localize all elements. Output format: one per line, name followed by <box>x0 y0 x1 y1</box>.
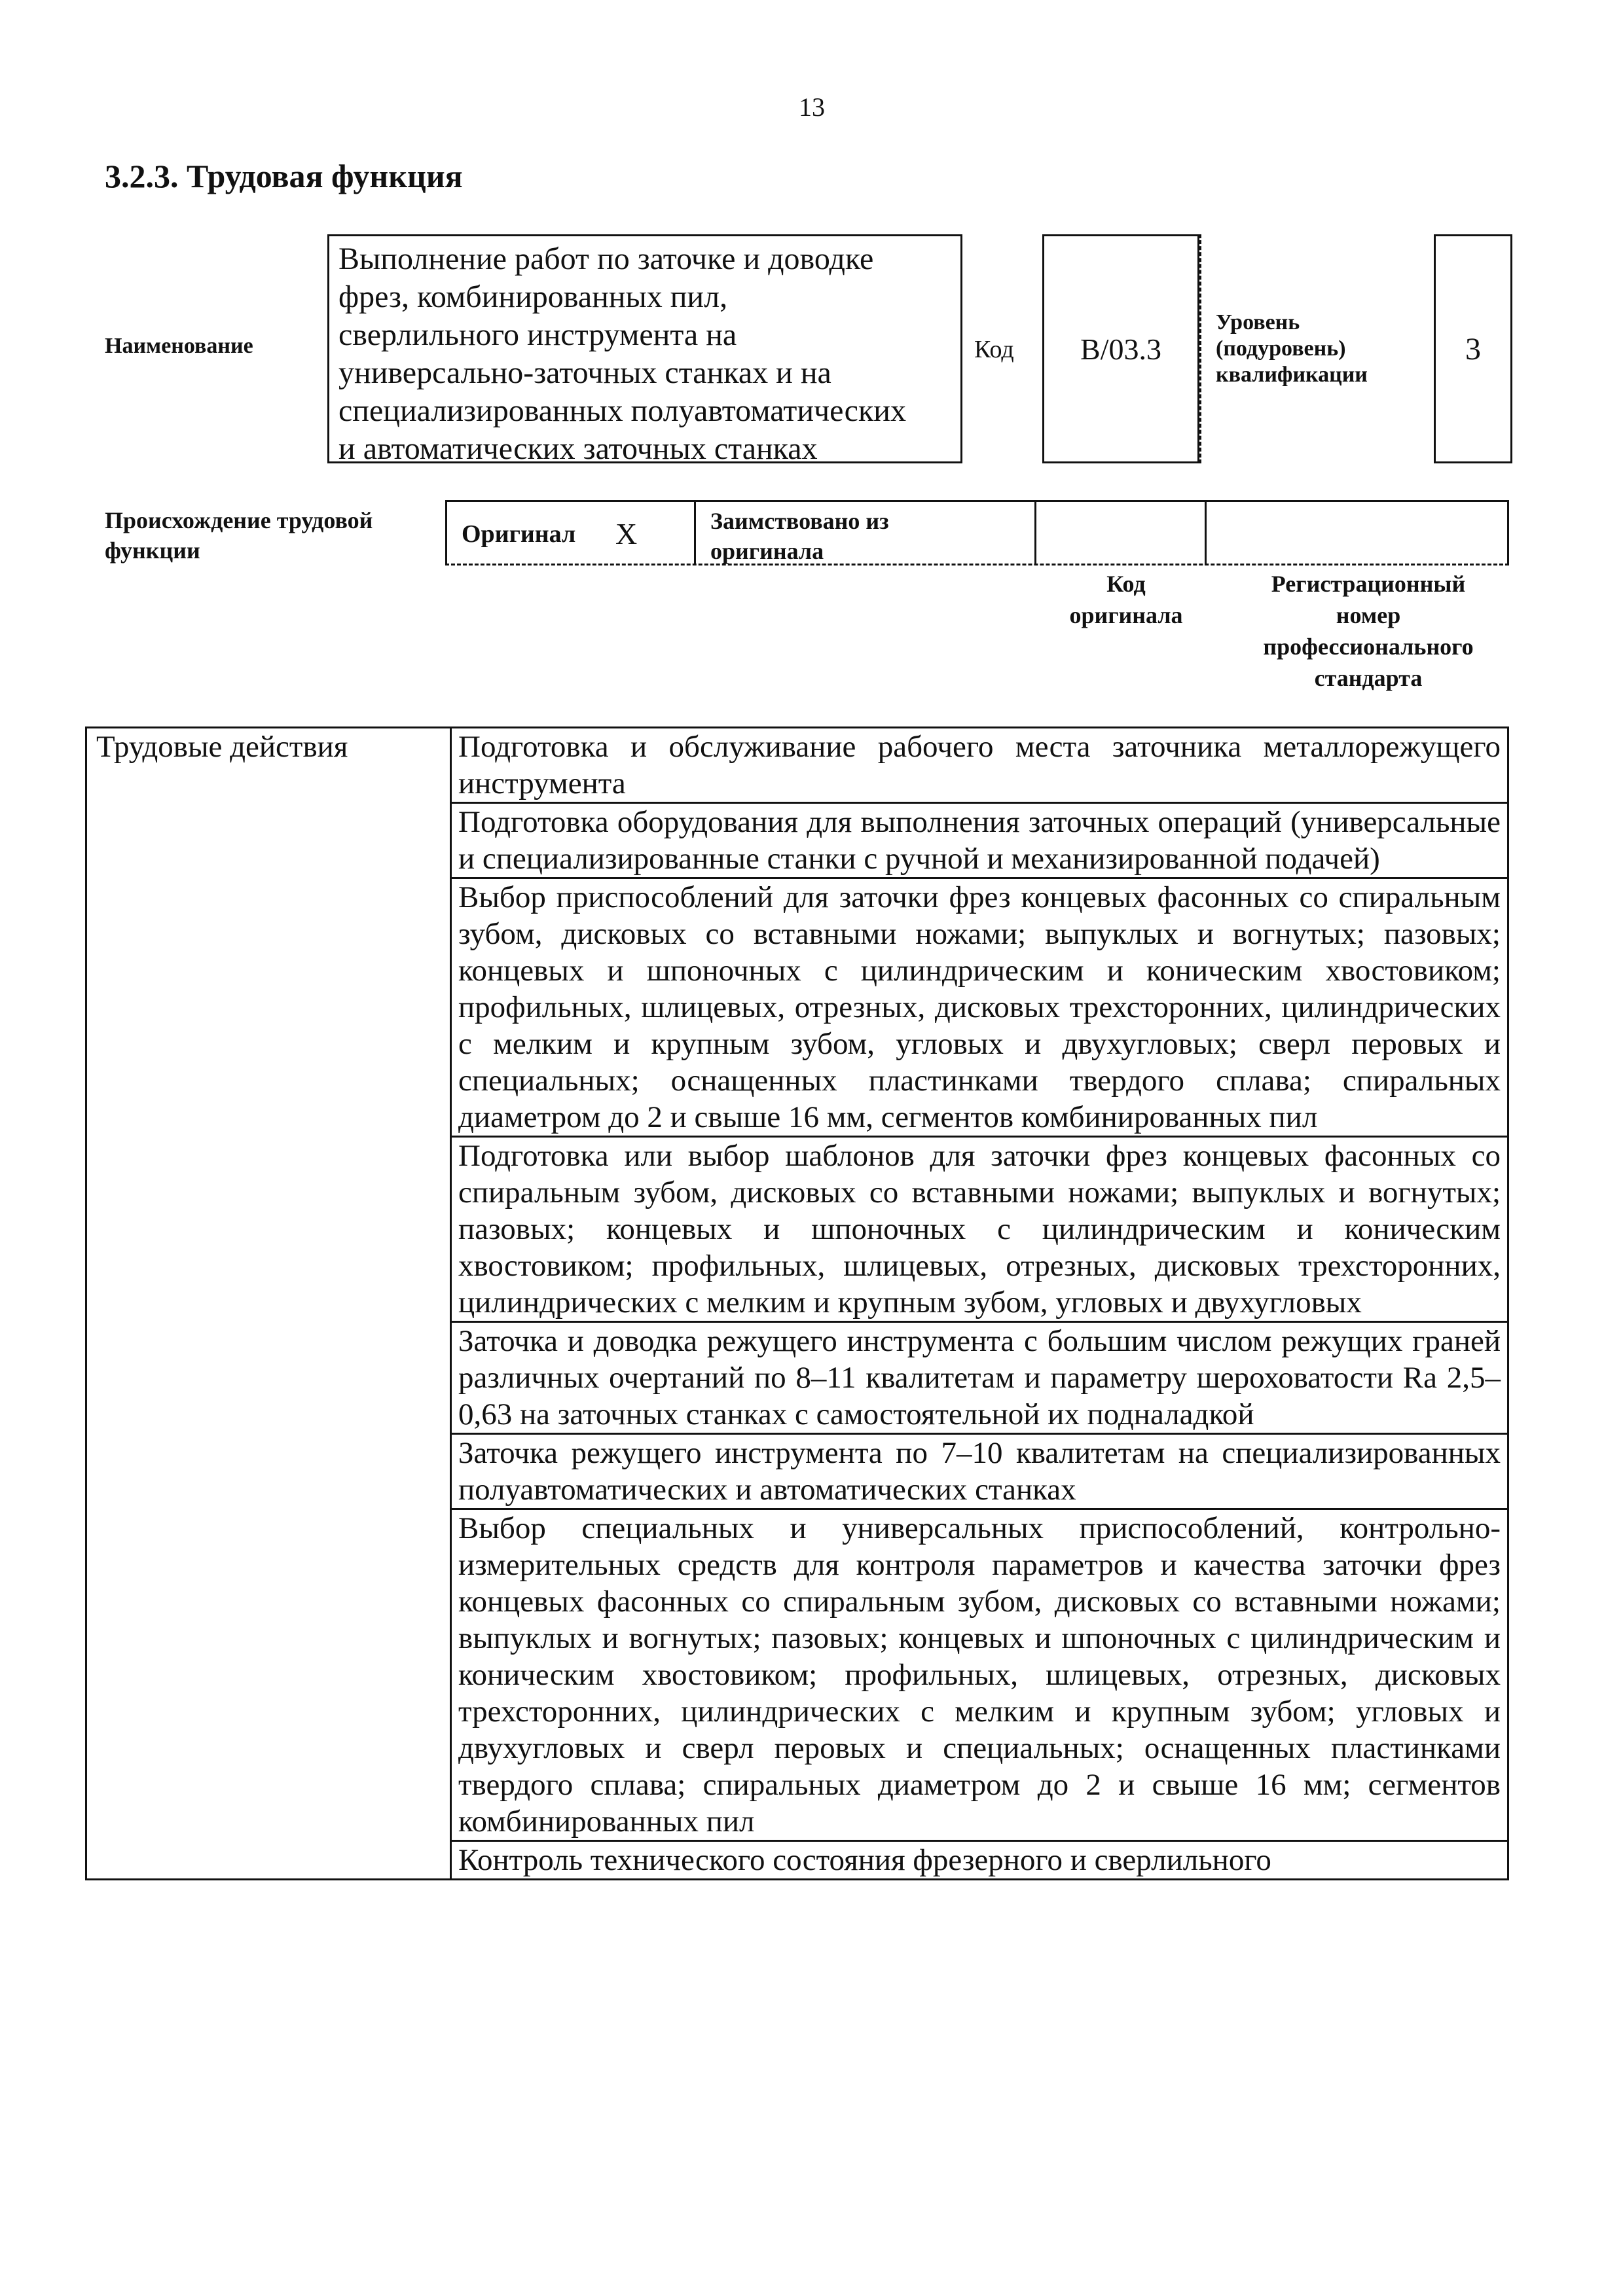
caption-line: стандарта <box>1314 665 1423 691</box>
labor-action-item: Заточка режущего инструмента по 7–10 квалитетам на специализированных полуавтоматических и автоматических станках <box>451 1434 1508 1509</box>
function-code: B/03.3 <box>1042 234 1199 463</box>
labor-action-item: Подготовка оборудования для выполнения заточных операций (универсальные и специализированные станки с ручной и механизированной подачей) <box>451 803 1508 878</box>
function-name-line: Выполнение работ по заточке и доводке <box>338 242 874 276</box>
function-name-line: и автоматических заточных станках <box>338 431 818 466</box>
labor-action-item: Заточка и доводка режущего инструмента с большим числом режущих граней различных очертаний по 8–11 квалитетам и параметру шероховатости Ra 2,5–0,63 на заточных станках с самостоятельной их подналадкой <box>451 1322 1508 1434</box>
caption-line: Код <box>1106 571 1146 597</box>
origin-row <box>445 500 1509 565</box>
labor-action-item: Выбор специальных и универсальных приспособлений, контрольно-измерительных средств для контроля параметров и качества заточки фрез концевых фасонных со спиральным зубом, дисковых со вставными ножами; выпуклых и вогнутых; пазовых; концевых и шпоночных с цилиндрическим и коническим хвостовиком; профильных, шлицевых, отрезных, дисковых трехсторонних, цилиндрических с мелким и крупным зубом; угловых и двухугловых и сверл перовых и специальных; оснащенных пластинками твердого сплава; спиральных диаметром до 2 и свыше 16 мм; сегментов комбинированных пил <box>451 1509 1508 1841</box>
registration-number-cell <box>1205 502 1509 565</box>
function-name-box <box>327 234 962 466</box>
name-label: Наименование <box>105 334 253 358</box>
caption-line: оригинала <box>1069 602 1183 628</box>
level-label-line: (подуровень) <box>1216 336 1346 361</box>
caption-line: номер <box>1336 602 1401 628</box>
labor-action-item: Контроль технического состояния фрезерного и сверлильного <box>451 1841 1508 1880</box>
level-label-line: Уровень <box>1216 310 1300 334</box>
caption-line: профессионального <box>1263 634 1474 660</box>
caption-line: Регистрационный <box>1271 571 1466 597</box>
labor-actions-table <box>85 726 1509 1880</box>
labor-action-item: Подготовка или выбор шаблонов для заточки фрез концевых фасонных со спиральным зубом, дисковых со вставными ножами; выпуклых и вогнутых; пазовых; концевых и шпоночных с цилиндрическим и коническим хвостовиком; профильных, шлицевых, отрезных, дисковых трехсторонних, цилиндрических с мелким и крупным зубом, угловых и двухугловых <box>451 1137 1508 1322</box>
labor-action-item: Выбор приспособлений для заточки фрез концевых фасонных со спиральным зубом, дисковых со вставными ножами; выпуклых и вогнутых; пазовых; концевых и шпоночных с цилиндрическим и коническим хвостовиком; профильных, шлицевых, отрезных, дисковых трехсторонних, цилиндрических с мелким и крупным зубом, угловых и двухугловых; сверл перовых и специальных; оснащенных пластинками твердого сплава; спиральных диаметром до 2 и свыше 16 мм, сегментов комбинированных пил <box>451 878 1508 1137</box>
borrowed-label-line: Заимствовано из <box>710 508 889 534</box>
labor-action-item: Подготовка и обслуживание рабочего места заточника металлорежущего инструмента <box>451 728 1508 803</box>
qualification-level-value: 3 <box>1434 234 1512 463</box>
qualification-level-label <box>1199 234 1425 463</box>
original-code-caption <box>1041 568 1211 631</box>
original-code-cell <box>1034 502 1205 565</box>
table-row <box>86 728 1508 803</box>
registration-number-caption <box>1231 568 1506 694</box>
function-name-line: специализированных полуавтоматических <box>338 393 906 428</box>
function-name-line: универсально-заточных станках и на <box>338 355 831 390</box>
original-mark: X <box>615 517 638 550</box>
origin-label-line: Происхождение трудовой <box>105 507 373 533</box>
page-number: 13 <box>799 92 825 122</box>
origin-label <box>105 505 432 565</box>
borrowed-cell <box>694 502 1034 565</box>
level-label-line: квалификации <box>1216 363 1368 387</box>
original-cell: Оригинал <box>445 502 615 565</box>
function-name-line: фрез, комбинированных пил, <box>338 279 728 314</box>
code-label: Код <box>974 336 1014 363</box>
section-title: 3.2.3. Трудовая функция <box>105 158 463 194</box>
origin-label-line: функции <box>105 537 200 564</box>
labor-actions-header: Трудовые действия <box>86 728 451 1880</box>
borrowed-label-line: оригинала <box>710 538 824 564</box>
function-name-line: сверлильного инструмента на <box>338 317 737 352</box>
